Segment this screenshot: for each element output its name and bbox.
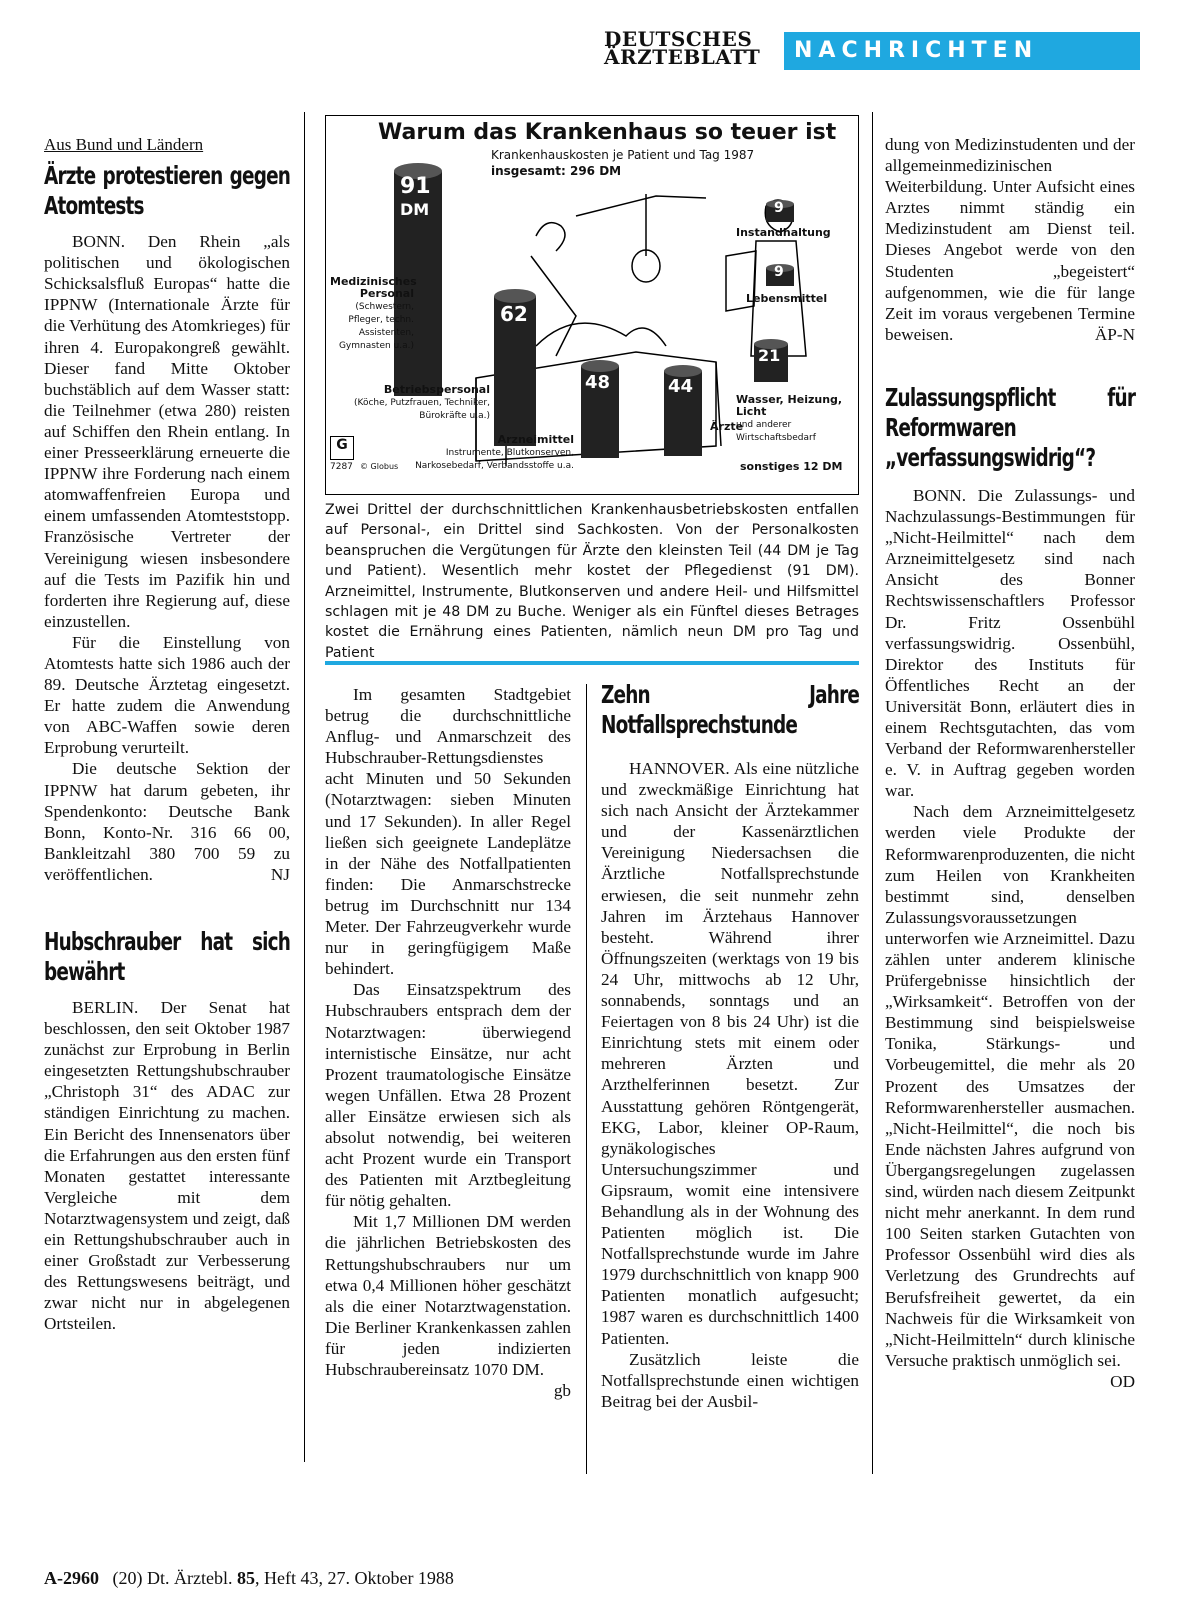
- masthead-line2: ÄRZTEBLATT: [604, 45, 761, 69]
- label-medical-staff: Medizinisches Personal (Schwestern, Pfleger, techn. Assistenten, Gymnasten u.a.): [330, 275, 417, 351]
- paragraph: Die deutsche Sektion der IPPNW hat darum gebeten, ihr Spendenkonto: Deutsche Bank Bonn, Konto-Nr. 316 66 00, Bankleitzahl 380 700 59 zu veröffentlichen. NJ: [44, 759, 290, 884]
- column-divider: [586, 684, 587, 1474]
- article-title-hubschrauber: Hubschrauber hat sich bewährt: [44, 927, 291, 986]
- label-medicines: Arzneimittel Instrumente, Blutkonserven, Narkosebedarf, Verbandsstoffe u.a.: [415, 433, 574, 471]
- masthead-line1: DEUTSCHES: [604, 27, 753, 51]
- signature: NJ: [270, 864, 290, 884]
- value-maintenance: 9: [774, 200, 784, 216]
- label-operating-staff: Betriebspersonal (Köche, Putzfrauen, Techniker, Bürokräfte u.a.): [353, 383, 490, 421]
- issue-date: , Heft 43, 27. Oktober 1988: [254, 1568, 454, 1588]
- column-3: [601, 680, 859, 1412]
- column-divider: [872, 112, 873, 1474]
- paragraph: Nach dem Arzneimittelgesetz werden viele Produkte der Reformwarenproduzenten, die nicht zum Heilen von Krankheiten bestimmt sind, denselben Zulassungsvoraussetzungen unterworfen wie Arzneimittel. Dazu zählen unter anderem klinische Prüfergebnisse hinsichtlich der „Wirksamkeit“. Betroffen von der Bestimmung sind beispielsweise Tonika, Stärkungs- und Vorbeugemittel, die mehr als 20 Prozent des Umsatzes der Reformwarenhersteller ausmachen. „Nicht-Heilmittel“, die noch bis Ende nächsten Jahres aufgrund von Übergangsregelungen zugelassen sind, würden nach diesem Zeitpunkt nicht mehr anerkannt. In dem rund 100 Seiten starken Gutachten von Professor Ossenbühl wird dies als Verletzung des Grundrechts auf Berufsfreiheit gewertet, da ein Nachweis für die Wirksamkeit von „Nicht-Heilmitteln“ durch klinische Versuche praktisch unmöglich sei. OD: [885, 802, 1135, 1391]
- article-title-reformwaren: Zulassungspflicht für Reformwaren „verfassungswidrig“?: [885, 382, 1136, 472]
- page-number: A-2960: [44, 1568, 99, 1588]
- paragraph: HANNOVER. Als eine nützliche und zweckmäßige Einrichtung hat sich nach Ansicht der Ärztekammer und der Kassenärztlichen Vereinigung Niedersachsen die Ärztliche Notfallsprechstunde erwiesen, die seit nunmehr zehn Jahren im Ärztehaus Hannover besteht. Während ihrer Öffnungszeiten (werktags von 19 bis 24 Uhr, mittwochs ab 12 Uhr, sonnabends, sonntags und an Feiertagen von 8 bis 24 Uhr) ist die Einrichtung stets mit einem oder mehreren Ärzten und Arzthelferinnen besetzt. Zur Ausstattung gehören Röntgengerät, EKG, Labor, kleiner OP-Raum, gynäkologisches Untersuchungszimmer und Gipsraum, womit eine intensivere Behandlung als in der Wohnung des Patienten möglich ist. Die Notfallsprechstunde wurde im Jahre 1979 durchschnittlich von knapp 900 Patienten monatlich aufgesucht; 1987 waren es durchschnittlich 1400 Patienten.: [601, 759, 859, 1348]
- value-medicines: 48: [585, 372, 611, 393]
- paragraph: Für die Einstellung von Atomtests hatte sich 1986 auch der 89. Deutsche Ärztetag eingesetzt. Er hatte zudem die Anwendung von ABC-Waffen sowie deren Erprobung verurteilt.: [44, 632, 290, 758]
- globus-logo: G: [330, 436, 354, 460]
- paragraph: BERLIN. Der Senat hat beschlossen, den seit Oktober 1987 zunächst zur Erprobung in Berlin eingesetzten Rettungshubschrauber „Christoph 31“ des ADAC zur ständigen Einrichtung zu machen. Ein Bericht des Innensenators über die Erfahrungen aus den ersten fünf Monaten gestattet interessante Vergleiche mit dem Notarztwagensystem und zeigt, daß ein Rettungshubschrauber auch in einer Großstadt zur Verbesserung des Rettungswesens beiträgt, und zwar nicht nur in abgelegenen Ortsteilen.: [44, 998, 290, 1334]
- article-title-notfall: Zehn Jahre Notfallsprechstunde: [601, 680, 860, 739]
- signature: ÄP-N: [1094, 324, 1135, 344]
- label-doctors: Ärzte: [710, 420, 744, 433]
- paragraph: Zusätzlich leiste die Notfallsprechstunde einen wichtigen Beitrag bei der Ausbil-: [601, 1349, 859, 1411]
- column-2: [325, 684, 571, 1401]
- value-food: 9: [774, 264, 784, 280]
- section-banner: NACHRICHTEN: [784, 32, 1140, 70]
- signature: gb: [553, 1381, 571, 1401]
- paragraph: Das Einsatzspektrum des Hubschraubers entsprach dem der Notarztwagen: überwiegend internistische Einsätze, nur acht Prozent traumatologische Einsätze wegen Unfällen. Etwa 28 Prozent aller Einsätze erwiesen sich als absolut notwendig, bei weiteren acht Prozent wurde ein Transport des Patienten mit Arztbegleitung für nötig gehalten.: [325, 980, 571, 1211]
- masthead: [604, 27, 764, 69]
- label-food: Lebensmittel: [746, 292, 828, 305]
- graphic-subtitle: Krankenhauskosten je Patient und Tag 1987: [491, 148, 755, 162]
- value-operating-staff: 62: [500, 302, 528, 326]
- paragraph: Mit 1,7 Millionen DM werden die jährlichen Betriebskosten des Rettungshubschraubers nur um etwa 0,4 Millionen höher geschätzt als die einer Notarztwagenstation. Die Berliner Krankenkassen zahlen für jeden indizierten Hubschraubereinsatz 1070 DM. gb: [325, 1212, 571, 1401]
- infographic: [325, 115, 859, 495]
- journal-ref: (20) Dt. Ärztebl.: [112, 1568, 233, 1588]
- column-divider: [304, 112, 305, 1462]
- graphic-code: 7287: [330, 462, 353, 472]
- signature: OD: [1110, 1371, 1135, 1391]
- value-medical-staff: 91 DM: [400, 174, 431, 219]
- label-other: sonstiges 12 DM: [740, 460, 843, 473]
- graphic-source: © Globus: [360, 462, 399, 471]
- graphic-caption: Zwei Drittel der durchschnittlichen Krankenhausbetriebskosten entfallen auf Personal-, ein Drittel sind Sachkosten. Von der Personalkosten beanspruchen die Vergütungen für Ärzte den kleinsten Teil (44 DM je Tag und Patient). Wesentlich mehr kostet der Pflegedienst (91 DM). Arzneimittel, Instrumente, Blutkonserven und andere Heil- und Hilfsmittel schlagen mit je 48 DM zu Buche. Weniger als ein Fünftel dieses Betrages kostet die Ernährung eines Patienten, nämlich neun DM pro Tag und Patient: [325, 502, 859, 661]
- kicker: Aus Bund und Ländern: [44, 135, 204, 154]
- page-footer: [44, 1568, 454, 1589]
- paragraph: dung von Medizinstudenten und der allgemeinmedizinischen Weiterbildung. Unter Aufsicht eines Arztes nimmt ständig ein Medizinstudent am Dienst teil. Dieses Angebot werde von den Studenten „begeistert“ aufgenommen, wie die für lange Zeit im voraus vergebenen Termine beweisen. ÄP-N: [885, 135, 1135, 344]
- column-1: [44, 134, 290, 1335]
- label-utilities: Wasser, Heizung, Licht und anderer Wirtschaftsbedarf: [736, 393, 843, 443]
- blue-rule: [325, 661, 859, 665]
- paragraph: Im gesamten Stadtgebiet betrug die durchschnittliche Anflug- und Anmarschzeit des Hubschrauber-Rettungsdienstes acht Minuten und 50 Sekunden (Notarztwagen: sieben Minuten und 17 Sekunden). In aller Regel ließen sich geeignete Landeplätze in der Nähe des Notfallpatienten finden: Die Anmarschstrecke betrug im Durchschnitt nur 134 Meter. Der Fahrzeugverkehr wurde nur in geringfügigem Maße behindert.: [325, 685, 571, 979]
- paragraph: BONN. Die Zulassungs- und Nachzulassungs-Bestimmungen für „Nicht-Heilmittel“ nach dem Arzneimittelgesetz sind nach Ansicht des Bonner Rechtswissenschaftlers Professor Dr. Fritz Ossenbühl verfassungswidrig. Ossenbühl, Direktor des Instituts für Öffentliches Recht an der Universität Bonn, erläutert dies in einem Rechtsgutachten, das vom Verband der Reformwarenhersteller e. V. in Auftrag gegeben worden war.: [885, 485, 1135, 801]
- label-maintenance: Instandhaltung: [736, 226, 831, 239]
- paragraph: BONN. Den Rhein „als politischen und ökologischen Schicksalsfluß Europas“ hatte die IPPNW (Internationale Ärzte für die Verhütung des Atomkrieges) für ihren 4. Europakongreß gewählt. Dieser fand Mitte Oktober buchstäblich auf dem Wasser statt: die Teilnehmer (etwa 280) reisten auf Schiffen den Rhein entlang. In einer Presseerklärung erneuerte die IPPNW ihre Forderung nach einem atomwaffenfreien Europa und einem umfassenden Atomteststopp. Französische Vertreter der Vereinigung wiesen insbesondere auf die Tests im Pazifik hin und forderten ihre Regierung auf, diese einzustellen.: [44, 232, 290, 631]
- volume: 85: [236, 1568, 255, 1588]
- graphic-title: Warum das Krankenhaus so teuer ist: [378, 120, 837, 145]
- value-doctors: 44: [668, 376, 694, 397]
- article-title-atomtests: Ärzte protestieren gegen Atomtests: [44, 161, 291, 221]
- column-4: [885, 134, 1135, 1392]
- graphic-total: insgesamt: 296 DM: [491, 164, 622, 178]
- value-utilities: 21: [758, 346, 781, 365]
